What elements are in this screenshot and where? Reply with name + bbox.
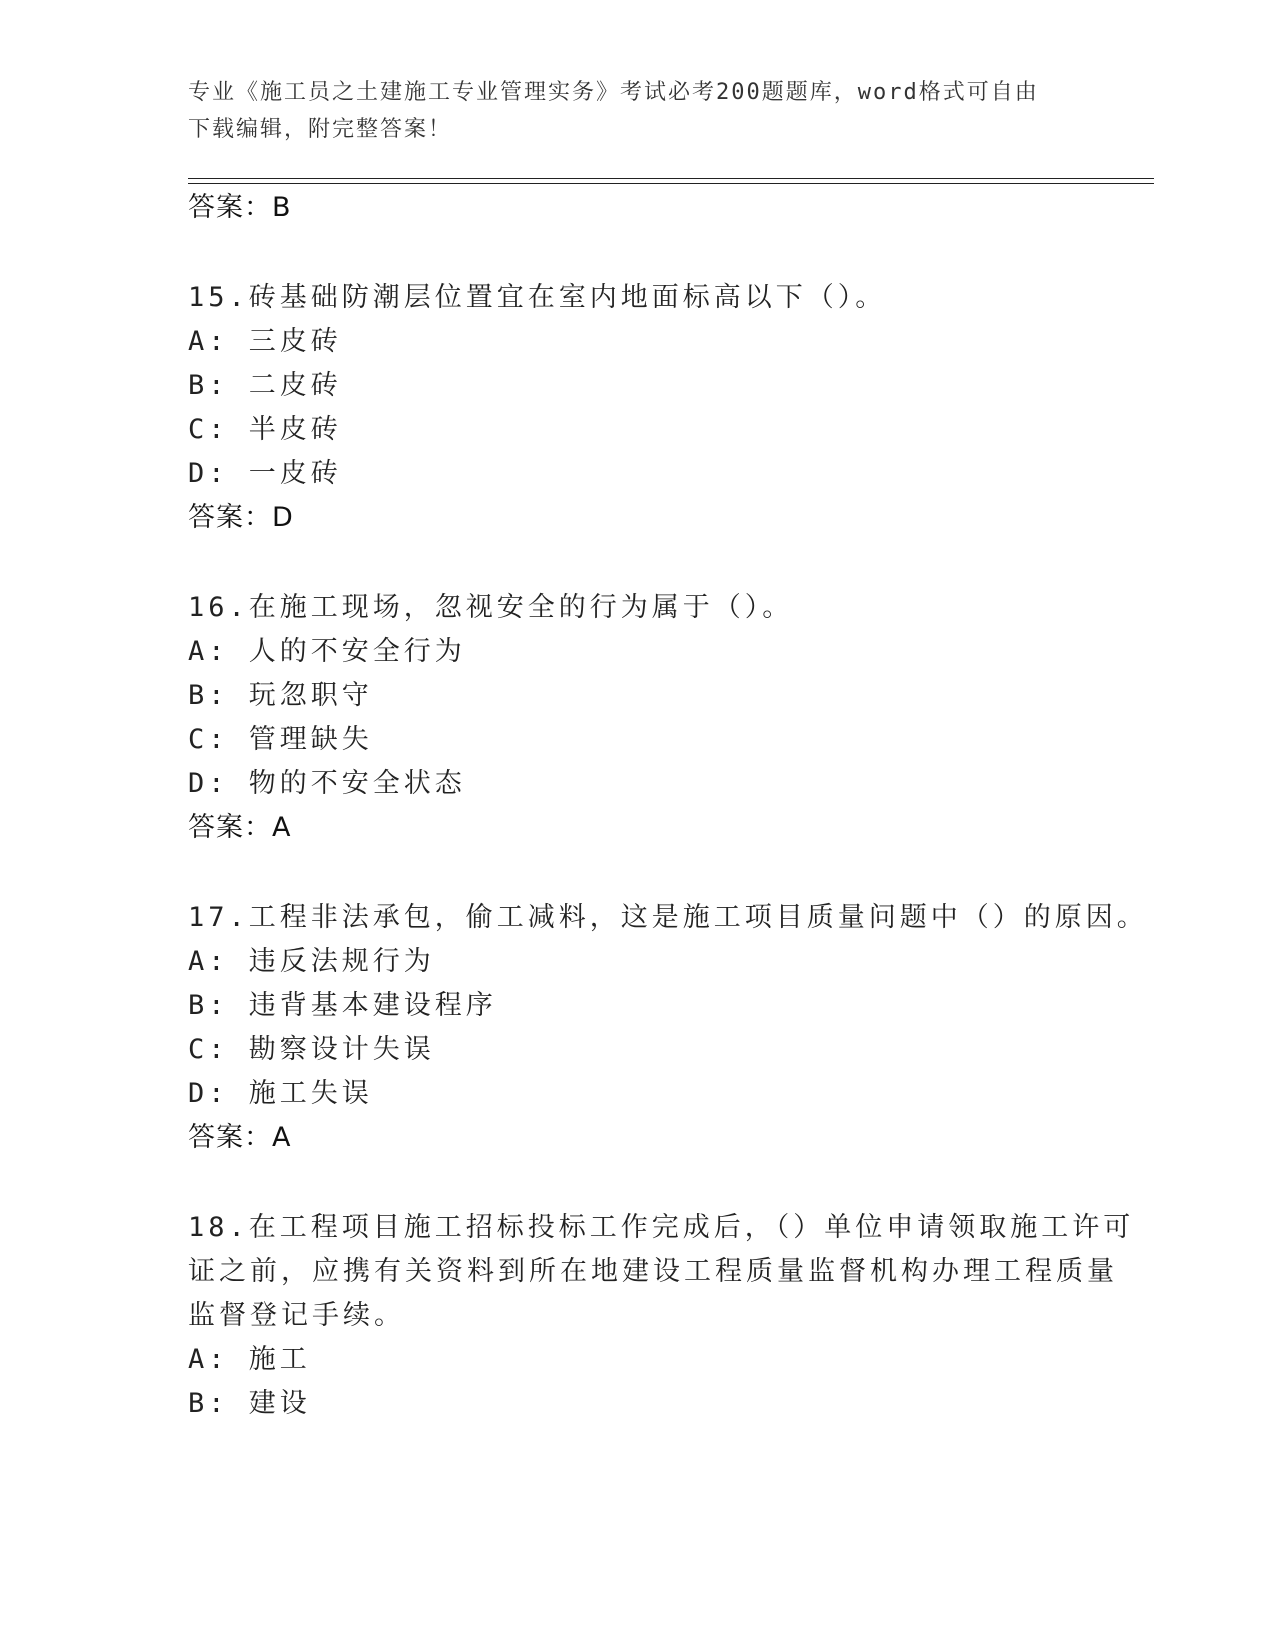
document-header xyxy=(188,74,1088,148)
question-15-option-a: A: 三皮砖 xyxy=(188,326,342,357)
question-16-option-d: D: 物的不安全状态 xyxy=(188,768,466,799)
question-16-option-b: B: 玩忽职守 xyxy=(188,680,373,711)
question-16-option-c: C: 管理缺失 xyxy=(188,724,373,755)
question-15-answer: 答案：D xyxy=(188,502,294,533)
header-divider-top xyxy=(188,178,1154,179)
question-17-option-b: B: 违背基本建设程序 xyxy=(188,990,497,1021)
question-17-option-a: A: 违反法规行为 xyxy=(188,946,435,977)
question-17-answer: 答案：A xyxy=(188,1122,292,1153)
question-16-stem: 16.在施工现场，忽视安全的行为属于（）。 xyxy=(188,592,794,623)
question-18-option-a: A: 施工 xyxy=(188,1344,311,1375)
answer-previous-question: 答案：B xyxy=(188,192,292,223)
question-18-stem-line-2: 证之前，应携有关资料到所在地建设工程质量监督机构办理工程质量 xyxy=(188,1256,1118,1287)
question-17-stem: 17.工程非法承包，偷工减料，这是施工项目质量问题中（）的原因。 xyxy=(188,902,1148,933)
header-divider-bottom xyxy=(188,183,1154,184)
question-16-answer: 答案：A xyxy=(188,812,292,843)
question-15-stem: 15.砖基础防潮层位置宜在室内地面标高以下（）。 xyxy=(188,282,887,313)
question-16-option-a: A: 人的不安全行为 xyxy=(188,636,466,667)
header-line-2: 下载编辑，附完整答案！ xyxy=(188,117,453,142)
question-18-option-b: B: 建设 xyxy=(188,1388,311,1419)
question-15-option-b: B: 二皮砖 xyxy=(188,370,342,401)
question-18-stem-line-1: 18.在工程项目施工招标投标工作完成后，（）单位申请领取施工许可 xyxy=(188,1212,1135,1243)
question-15-option-c: C: 半皮砖 xyxy=(188,414,342,445)
question-15-option-d: D: 一皮砖 xyxy=(188,458,342,489)
question-18-stem-line-3: 监督登记手续。 xyxy=(188,1300,405,1331)
question-17-option-d: D: 施工失误 xyxy=(188,1078,373,1109)
question-17-option-c: C: 勘察设计失误 xyxy=(188,1034,435,1065)
header-line-1: 专业《施工员之土建施工专业管理实务》考试必考200题题库，word格式可自由 xyxy=(188,80,1039,105)
